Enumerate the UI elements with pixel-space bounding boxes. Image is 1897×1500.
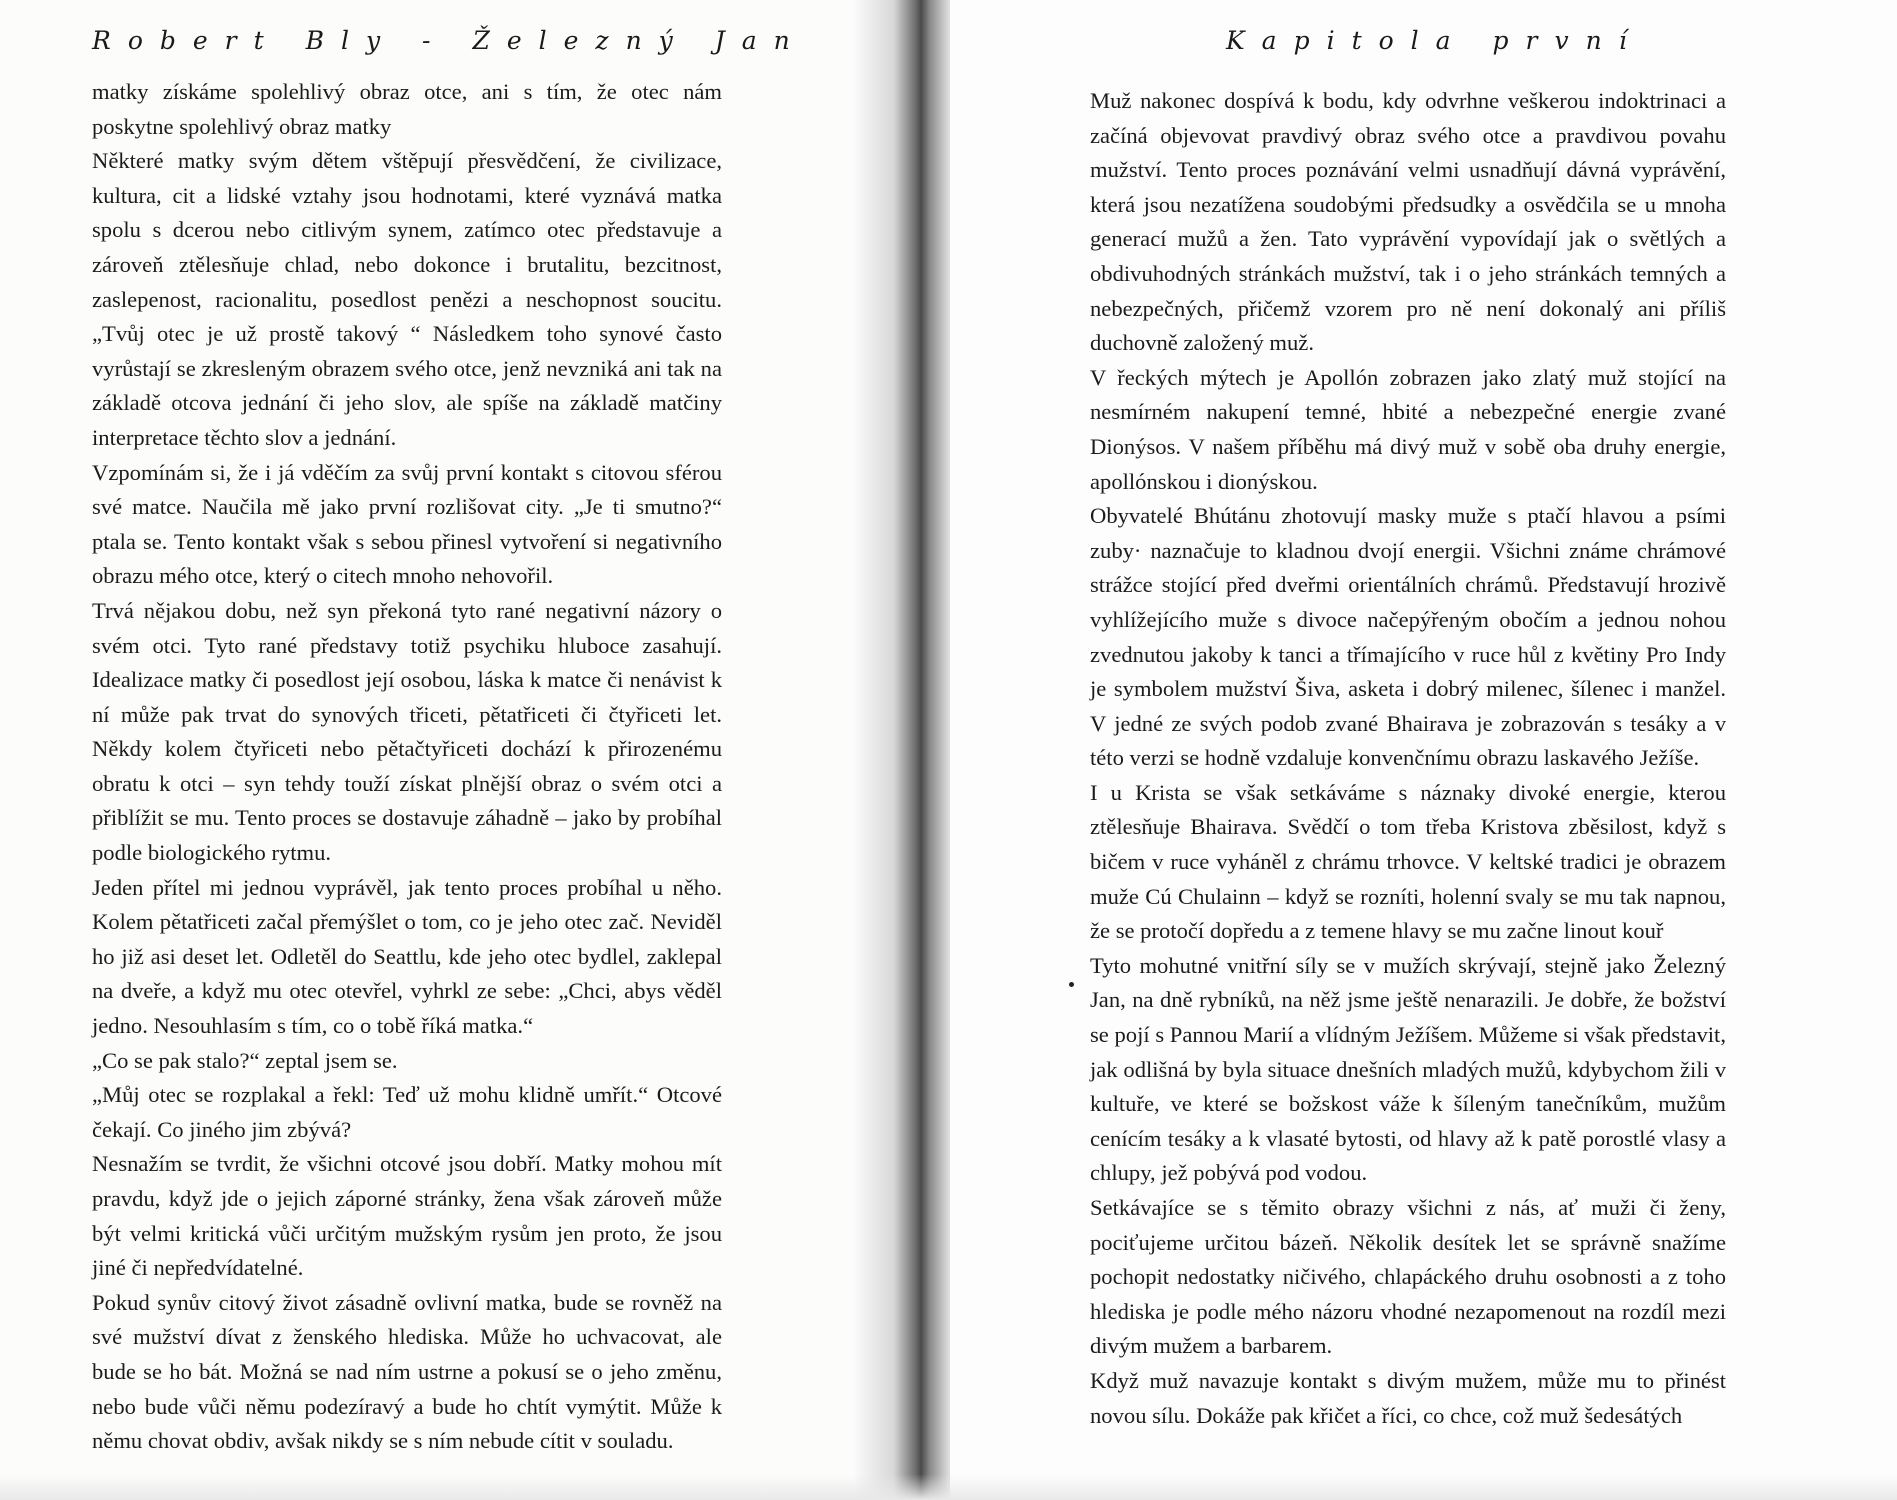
paragraph: Nesnažím se tvrdit, že všichni otcové jsou dobří. Matky mohou mít pravdu, když jde o jejich záporné stránky, žena však zároveň může být velmi kritická vůči určitým mužským rysům jen proto, že jsou jiné či nepředvídatelné. bbox=[92, 1151, 722, 1281]
paragraph: Pokud synův citový život zásadně ovlivní matka, bude se rovněž na své mužství dívat z ženského hlediska. Může ho uchvacovat, ale bude se ho bát. Možná se nad ním ustrne a pokusí se o jeho změnu, nebo bude vůči němu podezíravý a bude ho chtít vymýtit. Může k němu chovat obdiv, avšak nikdy se s ním nebude cítit v souladu. bbox=[92, 1289, 722, 1454]
paragraph: Vzpomínám si, že i já vděčím za svůj první kontakt s citovou sférou své matce. Naučila mě jako první rozlišovat city. „Je ti smutno?“ ptala se. Tento kontakt však s sebou přinesl vytvoření si negativního obrazu mého otce, který o citech mnoho nehovořil. bbox=[92, 459, 722, 589]
paragraph: Trvá nějakou dobu, než syn překoná tyto rané negativní názory o svém otci. Tyto rané představy totiž psychiku hluboce zasahují. Idealizace matky či posedlost její osobou, láska k matce či nenávist k ní může pak trvat do synových třiceti, pětatřiceti či čtyřiceti let. Někdy kolem čtyřiceti nebo pětačtyřiceti dochází k přirozenému obratu k otci – syn tehdy touží získat plnější obraz o svém otci a přiblížit se mu. Tento proces se dostavuje záhadně – jako by probíhal podle biologického rytmu. bbox=[92, 597, 722, 866]
running-header-left: Robert Bly - Železný Jan bbox=[92, 26, 807, 55]
paragraph: Obyvatelé Bhútánu zhotovují masky muže s ptačí hlavou a psími zuby· naznačuje to kladnou dvojí energii. Všichni známe chrámové strážce stojící před dveřmi orientálních chrámů. Představují hrozivě vyhlížejícího muže s divoce načepýřeným obočím a jednou nohou zvednutou jakoby k tanci a třímajícího v ruce hůl z květiny Pro Indy je symbolem mužství Šiva, asketa i dobrý milenec, šílenec i manžel. V jedné ze svých podob zvané Bhairava je zobrazován s tesáky a v této verzi se hodně vzdaluje konvenčnímu obrazu laskavého Ježíše. bbox=[1090, 503, 1726, 771]
left-page-text bbox=[92, 75, 722, 1459]
running-header-right: Kapitola první bbox=[1226, 26, 1644, 55]
right-page bbox=[950, 0, 1897, 1500]
paragraph: Setkávajíce se s těmito obrazy všichni z nás, ať muži či ženy, pociťujeme určitou bázeň. Několik desítek let se správně snažíme pochopit nedostatky ničivého, chlapáckého druhu osobnosti a z toho hlediska je podle mého názoru vhodné nezapomenout na rozdíl mezi divým mužem a barbarem. bbox=[1090, 1195, 1726, 1359]
paragraph: Jeden přítel mi jednou vyprávěl, jak tento proces probíhal u něho. Kolem pětatřiceti začal přemýšlet o tom, co je jeho otec zač. Neviděl ho již asi deset let. Odletěl do Seattlu, kde jeho otec bydlel, zaklepal na dveře, a když mu otec otevřel, vyhrkl ze sebe: „Chci, abys věděl jedno. Nesouhlasím s tím, co o tobě říká matka.“ bbox=[92, 874, 722, 1039]
paragraph: Některé matky svým dětem vštěpují přesvědčení, že civilizace, kultura, cit a lidské vztahy jsou hodnotami, které vyznává matka spolu s dcerou nebo citlivým synem, zatímco otec představuje a zároveň ztělesňuje chlad, nebo dokonce i brutalitu, bezcitnost, zaslepenost, racionalitu, posedlost penězi a neschopnost soucitu. „Tvůj otec je už prostě takový “ Následkem toho synové často vyrůstají se zkresleným obrazem svého otce, jenž nevzniká ani tak na základě otcova jednání či jeho slov, ale spíše na základě matčiny interpretace těchto slov a jednání. bbox=[92, 148, 722, 450]
book-gutter-shadow bbox=[855, 0, 965, 1500]
left-page bbox=[0, 0, 880, 1500]
scan-bottom-shadow bbox=[0, 1474, 1897, 1500]
right-page-text bbox=[1090, 84, 1726, 1433]
paragraph: Když muž navazuje kontakt s divým mužem, může mu to přinést novou sílu. Dokáže pak křičet a říci, co chce, což muž šedesátých bbox=[1090, 1367, 1726, 1428]
paragraph: matky získáme spolehlivý obraz otce, ani s tím, že otec nám poskytne spolehlivý obraz matky bbox=[92, 79, 722, 139]
paragraph: Muž nakonec dospívá k bodu, kdy odvrhne veškerou indoktrinaci a začíná objevovat pravdivý obraz svého otce a pravdivou povahu mužství. Tento proces poznávání velmi usnadňují dávná vyprávění, která jsou nezatížena soudobými předsudky a osvědčila se u mnoha generací mužů a žen. Tato vyprávění vypovídají jak o světlých a obdivuhodných stránkách mužství, tak i o jeho stránkách temných a nebezpečných, přičemž vzorem pro ně není dokonalý ani příliš duchovně založený muž. bbox=[1090, 88, 1726, 356]
paragraph: Tyto mohutné vnitřní síly se v mužích skrývají, stejně jako Železný Jan, na dně rybníků, na něž jsme ještě nenarazili. Je dobře, že božství se pojí s Pannou Marií a vlídným Ježíšem. Můžeme si však představit, jak odlišná by byla situace dnešních mladých mužů, kdybychom žili v kultuře, ve které se božskost váže k šíleným tanečníkům, mužům cenícím tesáky a k vlasaté bytosti, od hlavy až k patě porostlé vlasy a chlupy, jež pobývá pod vodou. bbox=[1090, 952, 1726, 1186]
paragraph: V řeckých mýtech je Apollón zobrazen jako zlatý muž stojící na nesmírném nakupení temné, hbité a nebezpečné energie zvané Dionýsos. V našem příběhu má divý muž v sobě oba druhy energie, apollónskou i dionýskou. bbox=[1090, 364, 1726, 494]
paragraph: I u Krista se však setkáváme s náznaky divoké energie, kterou ztělesňuje Bhairava. Svědčí o tom třeba Kristova zběsilost, když s bičem v ruce vyháněl z chrámu trhovce. V keltské tradici je obrazem muže Cú Chulainn – když se rozníti, holenní svaly se mu tak napnou, že se protočí dopředu a z temene hlavy se mu začne linout kouř bbox=[1090, 779, 1726, 944]
paragraph: „Můj otec se rozplakal a řekl: Teď už mohu klidně umřít.“ Otcové čekají. Co jiného jim zbývá? bbox=[92, 1082, 722, 1142]
paragraph: „Co se pak stalo?“ zeptal jsem se. bbox=[92, 1047, 398, 1073]
ink-speck bbox=[1069, 982, 1074, 987]
